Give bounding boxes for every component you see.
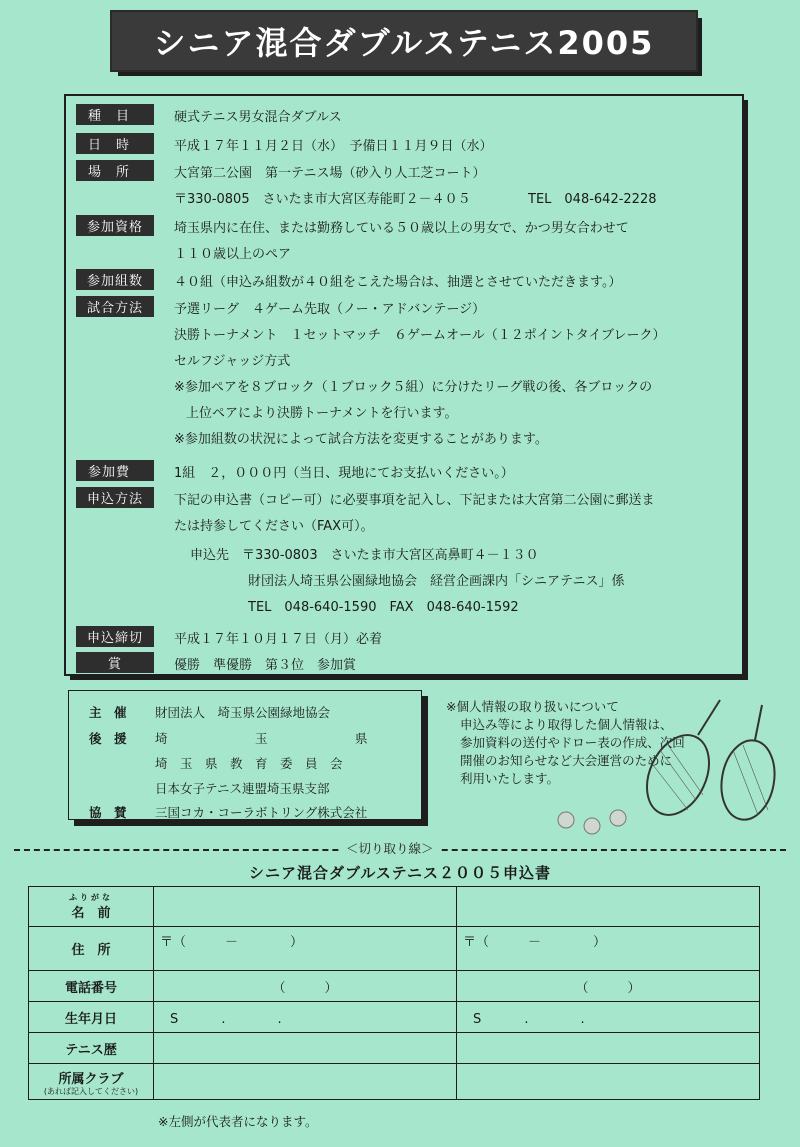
eligibility-line-2: １１０歳以上のペア xyxy=(174,247,292,262)
format-line-3: セルフジャッジ方式 xyxy=(174,354,291,369)
kouen-label: 後 援 xyxy=(89,731,127,746)
venue-tel: TEL 048-642-2228 xyxy=(528,192,657,207)
name-label: 名 前 xyxy=(71,905,111,921)
name-field-1[interactable] xyxy=(154,887,457,927)
page-title: シニア混合ダブルステニス2005 xyxy=(110,10,698,72)
birth-label: 生年月日 xyxy=(29,1002,154,1033)
apply-line-4: 財団法人埼玉県公園緑地協会 経営企画課内「シニアテニス」係 xyxy=(248,574,625,589)
event-type: 硬式テニス男女混合ダブルス xyxy=(174,110,342,125)
cut-line-label: ＜切り取り線＞ xyxy=(340,839,440,857)
application-form xyxy=(28,886,760,1100)
event-date: 平成１７年１１月２日（水） 予備日１１月９日（水） xyxy=(174,139,493,154)
address-field-2[interactable]: 〒（ － ） xyxy=(457,927,760,971)
label-shumoku: 種 目 xyxy=(76,104,154,125)
phone-field-2[interactable]: （ ） xyxy=(457,971,760,1002)
kouen-1: 埼 玉 県 xyxy=(155,731,368,746)
eligibility-line-1: 埼玉県内に在住、または勤務している５０歳以上の男女で、かつ男女合わせて xyxy=(174,221,629,236)
kouen-3: 日本女子テニス連盟埼玉県支部 xyxy=(155,781,330,796)
label-basho: 場 所 xyxy=(76,160,154,181)
privacy-line-1: ※個人情報の取り扱いについて xyxy=(446,699,619,714)
address-label: 住 所 xyxy=(29,927,154,971)
tennis-ball-3 xyxy=(610,810,626,826)
venue-address: 〒330-0805 さいたま市大宮区寿能町２－４０５ xyxy=(174,192,471,207)
racket-2-head xyxy=(715,736,780,824)
privacy-line-2: 申込み等により取得した個人情報は、 xyxy=(460,717,673,732)
team-count: ４０組（申込み組数が４０組をこえた場合は、抽選とさせていただきます。） xyxy=(174,275,622,290)
tennis-racket-illustration xyxy=(548,690,788,840)
club-header xyxy=(29,1064,154,1100)
furigana-label: ふりがな xyxy=(69,892,113,902)
organizer-box xyxy=(68,690,422,820)
label-houhou: 試合方法 xyxy=(76,296,154,317)
event-info-box xyxy=(64,94,744,676)
racket-2-handle xyxy=(755,705,762,740)
phone-field-1[interactable]: （ ） xyxy=(154,971,457,1002)
apply-line-2: たは持参してください（FAX可）。 xyxy=(174,519,374,534)
format-line-6: ※参加組数の状況によって試合方法を変更することがあります。 xyxy=(174,432,548,447)
apply-line-1: 下記の申込書（コピー可）に必要事項を記入し、下記または大宮第二公園に郵送ま xyxy=(174,493,655,508)
label-moushikomi: 申込方法 xyxy=(76,487,154,508)
name-field-2[interactable] xyxy=(457,887,760,927)
address-field-1[interactable]: 〒（ － ） xyxy=(154,927,457,971)
label-kumisu: 参加組数 xyxy=(76,269,154,290)
birth-field-2[interactable]: S . . xyxy=(457,1002,760,1033)
tennis-history-field-1[interactable] xyxy=(154,1033,457,1064)
deadline: 平成１７年１０月１７日（月）必着 xyxy=(174,632,383,647)
format-line-5: 上位ペアにより決勝トーナメントを行います。 xyxy=(186,406,458,421)
venue: 大宮第二公園 第一テニス場（砂入り人工芝コート） xyxy=(174,166,486,181)
birth-field-1[interactable]: S . . xyxy=(154,1002,457,1033)
club-field-2[interactable] xyxy=(457,1064,760,1100)
form-footnote: ※左側が代表者になります。 xyxy=(158,1114,318,1129)
privacy-line-5: 利用いたします。 xyxy=(460,771,560,786)
label-shimekiri: 申込締切 xyxy=(76,626,154,647)
tennis-history-field-2[interactable] xyxy=(457,1033,760,1064)
format-line-4: ※参加ペアを８ブロック（１ブロック５組）に分けたリーグ戦の後、各ブロックの xyxy=(174,380,653,395)
tennis-ball-2 xyxy=(584,818,600,834)
form-title: シニア混合ダブルステニス２００５申込書 xyxy=(248,864,552,882)
racket-1-handle xyxy=(698,700,720,735)
label-shikaku: 参加資格 xyxy=(76,215,154,236)
club-field-1[interactable] xyxy=(154,1064,457,1100)
privacy-line-3: 参加資料の送付やドロー表の作成、次回 xyxy=(460,735,685,750)
kyosan: 三国コカ・コーラボトリング株式会社 xyxy=(155,805,368,820)
apply-line-3: 申込先 〒330-0803 さいたま市大宮区高鼻町４－１３０ xyxy=(190,548,539,563)
entry-fee: 1組 ２，０００円（当日、現地にてお支払いください。） xyxy=(174,466,514,481)
phone-label: 電話番号 xyxy=(29,971,154,1002)
format-line-1: 予選リーグ ４ゲーム先取（ノー・アドバンテージ） xyxy=(174,302,486,317)
apply-line-5: TEL 048-640-1590 FAX 048-640-1592 xyxy=(248,600,519,615)
shusai: 財団法人 埼玉県公園緑地協会 xyxy=(155,705,331,720)
name-header xyxy=(29,887,154,927)
tennis-ball-1 xyxy=(558,812,574,828)
prizes: 優勝 準優勝 第３位 参加賞 xyxy=(174,658,357,673)
kouen-2: 埼 玉 県 教 育 委 員 会 xyxy=(155,756,343,771)
shusai-label: 主 催 xyxy=(89,705,127,720)
club-label: 所属クラブ xyxy=(58,1071,124,1087)
privacy-line-4: 開催のお知らせなど大会運営のために xyxy=(460,753,673,768)
label-nichiji: 日 時 xyxy=(76,133,154,154)
tennis-history-label: テニス歴 xyxy=(29,1033,154,1064)
format-line-2: 決勝トーナメント １セットマッチ ６ゲームオール（１２ポイントタイブレーク） xyxy=(174,328,666,343)
club-note: (あれば記入してください) xyxy=(43,1086,139,1096)
label-hi: 参加費 xyxy=(76,460,154,481)
label-shou: 賞 xyxy=(76,652,154,673)
kyosan-label: 協 賛 xyxy=(89,805,127,820)
